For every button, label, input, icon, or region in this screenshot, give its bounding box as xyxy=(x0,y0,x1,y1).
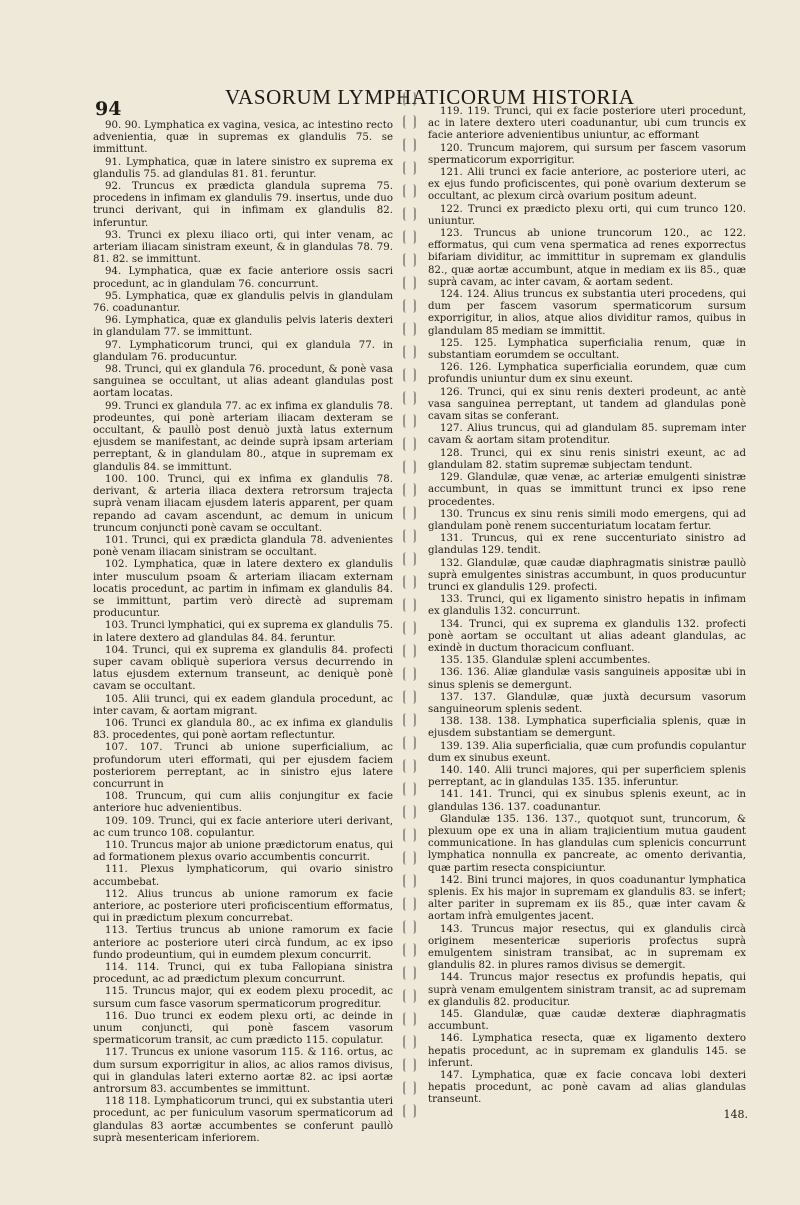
paragraph: 108. Truncum, qui cum aliis conjungitur ex facie anteriore huc advenientibus. xyxy=(93,791,393,815)
paragraph: 136. 136. Aliæ glandulæ vasis sanguineis appositæ ubi in sinus splenis se demergunt. xyxy=(428,667,746,691)
paragraph: 113. Tertius truncus ab unione ramorum ex facie anteriore ac posteriore uteri circà fundum, ac ex ipso fundo prodeuntium, qui in eumdem plexum concurrit. xyxy=(93,925,393,961)
binding-stitch xyxy=(403,483,416,497)
paragraph: 128. Trunci, qui ex sinu renis sinistri exeunt, ac ad glandulam 82. statim supremæ subjectam tendunt. xyxy=(428,447,746,471)
paragraph: 129. Glandulæ, quæ venæ, ac arteriæ emulgenti sinistræ accumbunt, in quas se immittunt trunci ex ipso rene procedentes. xyxy=(428,472,746,508)
binding-stitch xyxy=(403,713,416,727)
binding-stitch xyxy=(403,115,416,129)
paragraph: 127. Alius truncus, qui ad glandulam 85. supremam inter cavam & aortam sitam protenditur. xyxy=(428,423,746,447)
paragraph: 95. Lymphatica, quæ ex glandulis pelvis in glandulam 76. coadunantur. xyxy=(93,290,393,315)
paragraph: 142. Bini trunci majores, in quos coadunantur lymphatica splenis. Ex his major in supremam ex glandulis 83. se infert; alter pariter in supremam ex iis 85., quæ inter cavam & aortam infrà emulgentes jacent. xyxy=(428,874,746,923)
binding-stitch xyxy=(403,874,416,888)
binding-stitch xyxy=(403,759,416,773)
binding-stitch xyxy=(403,1081,416,1095)
binding-stitch xyxy=(403,1104,416,1118)
left-column xyxy=(93,120,393,1145)
paragraph: 139. 139. Alia superficialia, quæ cum profundis copulantur dum ex sinubus exeunt. xyxy=(428,740,746,764)
binding-stitch xyxy=(403,1012,416,1026)
binding-stitch xyxy=(403,552,416,566)
paragraph: 96. Lymphatica, quæ ex glandulis pelvis lateris dexteri in glandulam 77. se immittunt. xyxy=(93,315,393,339)
paragraph: 112. Alius truncus ab unione ramorum ex facie anteriore, ac posteriore uteri proficiscentium efformatus, qui in prædictum plexum concurrebat. xyxy=(93,888,393,925)
paragraph: Glandulæ 135. 136. 137., quotquot sunt, truncorum, & plexuum ope ex una in aliam trajicientium mutua gaudent communicatione. In has glandulas cum splenicis concurrunt lymphatica nonnulla ex pancreate, ac omento derivantia, quæ partim resecta conspiciuntur. xyxy=(428,813,746,874)
paragraph: 97. Lymphaticorum trunci, qui ex glandula 77. in glandulam 76. producuntur. xyxy=(93,339,393,363)
paragraph: 104. Trunci, qui ex suprema ex glandulis 84. profecti super cavam obliquè superiora versus decurrendo in latus ejusdem externum transeunt, ac deniquè ponè cavam se occultant. xyxy=(93,644,393,693)
paragraph: 110. Truncus major ab unione prædictorum enatus, qui ad formationem plexus ovario accumbentis concurrit. xyxy=(93,839,393,864)
binding-stitch xyxy=(403,1035,416,1049)
paragraph: 121. Alii trunci ex facie anteriore, ac posteriore uteri, ac ex ejus fundo proficiscentes, qui ponè ovarium dexterum se occultant, ac plexum circà ovarium positum adeunt. xyxy=(428,167,746,203)
paragraph: 126. Trunci, qui ex sinu renis dexteri prodeunt, ac antè vasa sanguinea perreptant, ut tandem ad glandulas ponè cavam sitas se conferant. xyxy=(428,386,746,423)
page-number: 94 xyxy=(95,98,122,120)
paragraph: 115. Truncus major, qui ex eodem plexu procedit, ac sursum cum fasce vasorum spermaticorum progreditur. xyxy=(93,986,393,1010)
binding-stitch xyxy=(403,598,416,612)
paragraph: 133. Trunci, qui ex ligamento sinistro hepatis in infimam ex glandulis 132. concurrunt. xyxy=(428,594,746,618)
paragraph: 99. Trunci ex glandula 77. ac ex infima ex glandulis 78. prodeuntes, qui ponè arteriam iliacam dexteram se occultant, & paullò post denuò juxtà latus externum ejusdem se manifestant, ac deinde suprà ipsam arteriam perreptant, & in glandulam 80., atque in supremam ex glandulis 84. se immittunt. xyxy=(93,400,393,473)
paragraph: 102. Lymphatica, quæ in latere dextero ex glandulis inter musculum psoam & arteriam iliacam externam locatis procedunt, ac partim in infimam ex glandulis 84. se immittunt, partim verò directè ad supremam producuntur. xyxy=(93,559,393,620)
paragraph: 135. 135. Glandulæ spleni accumbentes. xyxy=(440,655,651,667)
paragraph: 144. Truncus major resectus ex profundis hepatis, qui suprà venam emulgentem sinistram transit, ac ad supremam ex glandulis 82. producitur. xyxy=(428,972,746,1008)
paragraph: 147. Lymphatica, quæ ex facie concava lobi dexteri hepatis procedunt, ac ponè cavam ad alias glandulas transeunt. xyxy=(428,1070,746,1106)
binding-stitch xyxy=(403,345,416,359)
paragraph: 91. Lymphatica, quæ in latere sinistro ex suprema ex glandulis 75. ad glandulas 81. 81. feruntur. xyxy=(93,156,393,180)
paragraph: 111. Plexus lymphaticorum, qui ovario sinistro accumbebat. xyxy=(93,864,393,888)
binding-stitch xyxy=(403,253,416,267)
catchword: 148. xyxy=(723,1108,748,1121)
paragraph: 123. Truncus ab unione truncorum 120., ac 122. efformatus, qui cum vena spermatica ad renes exporrectus bifariam dividitur, ac immittitur in supremam ex glandulis 82., quæ aortæ accumbunt, atque in mediam ex iis 85., quæ suprà cavam, ac inter cavam, & aortam sedent. xyxy=(428,228,746,288)
paragraph: 141. 141. Trunci, qui ex sinubus splenis exeunt, ac in glandulas 136. 137. coadunantur. xyxy=(428,789,746,813)
binding-gutter xyxy=(398,92,420,1127)
binding-stitch xyxy=(403,1058,416,1072)
paragraph: 145. Glandulæ, quæ caudæ dexteræ diaphragmatis accumbunt. xyxy=(428,1009,746,1033)
paragraph: 118 118. Lymphaticorum trunci, qui ex substantia uteri procedunt, ac per funiculum vasorum spermaticorum ad glandulas 83 aortæ accumbentes se conferunt paullò suprà mesentericam inferiorem. xyxy=(93,1096,393,1144)
binding-stitch xyxy=(403,529,416,543)
binding-stitch xyxy=(403,575,416,589)
binding-stitch xyxy=(403,851,416,865)
paragraph: 100. 100. Trunci, qui ex infima ex glandulis 78. derivant, & arteria iliaca dextera retrorsum trajecta suprà venam iliacam ejusdem lateris apparent, per quam repando ad cavam ascendunt, ac demum in unicum truncum conjuncti ponè cavam se occultant. xyxy=(93,473,393,534)
paragraph: 134. Trunci, qui ex suprema ex glandulis 132. profecti ponè aortam se occultant ut alias adeant glandulas, ac exindè in ductum thoracicum confluant. xyxy=(428,618,746,654)
paragraph: 106. Trunci ex glandula 80., ac ex infima ex glandulis 83. procedentes, qui ponè aortam reflectuntur. xyxy=(93,717,393,742)
binding-stitch xyxy=(403,943,416,957)
binding-stitch xyxy=(403,230,416,244)
binding-stitch xyxy=(403,736,416,750)
paragraph: 92. Truncus ex prædicta glandula suprema 75. procedens in infimam ex glandulis 79. insertus, unde duo trunci derivant, qui in infimam ex glandulis 82. inferuntur. xyxy=(93,181,393,229)
binding-stitch xyxy=(403,920,416,934)
binding-stitch xyxy=(403,690,416,704)
binding-stitch xyxy=(403,805,416,819)
paragraph: 132. Glandulæ, quæ caudæ diaphragmatis sinistræ paullò suprà emulgentes sinistras accumbunt, in quos producuntur trunci ex glandulis 129. profecti. xyxy=(428,557,746,593)
paragraph: 140. 140. Alii trunci majores, qui per superficiem splenis perreptant, ac in glandulas 135. 135. inferuntur. xyxy=(428,764,746,789)
paragraph: 131. Truncus, qui ex rene succenturiato sinistro ad glandulas 129. tendit. xyxy=(428,533,746,557)
binding-stitch xyxy=(403,368,416,382)
paragraph: 107. 107. Trunci ab unione superficialium, ac profundorum uteri efformati, qui per ejusdem faciem posteriorem perreptant, ac in sinistro ejus latere concurrunt in xyxy=(93,742,393,790)
paragraph: 105. Alii trunci, qui ex eadem glandula procedunt, ac inter cavam, & aortam migrant. xyxy=(93,693,393,717)
running-title: VASORUM LYMPHATICORUM HISTORIA xyxy=(225,85,635,109)
paragraph: 114. 114. Trunci, qui ex tuba Fallopiana sinistra procedunt, ac ad prædictum plexum concurrunt. xyxy=(93,962,393,986)
paragraph: 116. Duo trunci ex eodem plexu orti, ac deinde in unum conjuncti, qui ponè fascem vasorum spermaticorum transit, ac cum prædicto 115. copulatur. xyxy=(93,1010,393,1047)
binding-stitch xyxy=(403,644,416,658)
paragraph: 138. 138. 138. Lymphatica superficialia splenis, quæ in ejusdem substantiam se demergunt. xyxy=(428,716,746,740)
paragraph: 98. Trunci, qui ex glandula 76. procedunt, & ponè vasa sanguinea se occultant, ut alias adeant glandulas post aortam locatas. xyxy=(93,364,393,400)
paragraph: 124. 124. Alius truncus ex substantia uteri procedens, qui dum per fascem vasorum spermaticorum sursum exporrigitur, in alios, atque alios dividitur ramos, quibus in glandulam 85 mediam se immittit. xyxy=(428,289,746,337)
paragraph: 126. 126. Lymphatica superficialia eorundem, quæ cum profundis uniuntur dum ex sinu exeunt. xyxy=(428,362,746,386)
binding-stitch xyxy=(403,828,416,842)
binding-stitch xyxy=(403,460,416,474)
binding-stitch xyxy=(403,322,416,336)
paragraph: 125. 125. Lymphatica superficialia renum, quæ in substantiam eorumdem se occultant. xyxy=(428,337,746,362)
right-column xyxy=(428,106,746,1107)
binding-stitch xyxy=(403,161,416,175)
paragraph: 137. 137. Glandulæ, quæ juxtà decursum vasorum sanguineorum splenis sedent. xyxy=(428,691,746,715)
binding-stitch xyxy=(403,989,416,1003)
paragraph: 90. 90. Lymphatica ex vagina, vesica, ac intestino recto advenientia, quæ in supremas ex glandulis 75. se immittunt. xyxy=(93,120,393,156)
paragraph: 130. Truncus ex sinu renis simili modo emergens, qui ad glandulam ponè renem succenturiatum locatam fertur. xyxy=(428,508,746,532)
binding-stitch xyxy=(403,414,416,428)
paragraph: 93. Trunci ex plexu iliaco orti, qui inter venam, ac arteriam iliacam sinistram exeunt, & in glandulas 78. 79. 81. 82. se immittunt. xyxy=(93,229,393,266)
paragraph: 94. Lymphatica, quæ ex facie anteriore ossis sacri procedunt, ac in glandulam 76. concurrunt. xyxy=(93,266,393,290)
binding-stitch xyxy=(403,966,416,980)
paragraph: 101. Trunci, qui ex prædicta glandula 78. advenientes ponè venam iliacam sinistram se occultant. xyxy=(93,534,393,559)
binding-stitch xyxy=(403,391,416,405)
binding-stitch xyxy=(403,92,416,106)
paragraph: 103. Trunci lymphatici, qui ex suprema ex glandulis 75. in latere dextero ad glandulas 84. 84. feruntur. xyxy=(93,620,394,644)
binding-stitch xyxy=(403,276,416,290)
binding-stitch xyxy=(403,437,416,451)
binding-stitch xyxy=(403,299,416,313)
binding-stitch xyxy=(403,621,416,635)
paragraph: 122. Trunci ex prædicto plexu orti, qui cum trunco 120. uniuntur. xyxy=(428,203,746,227)
paragraph: 143. Truncus major resectus, qui ex glandulis circà originem mesentericæ superioris profectus suprà emulgentem sinistram transibat, ac in supremam ex glandulis 82. in plures ramos divisus se demergit. xyxy=(428,923,746,972)
paragraph: 119. 119. Trunci, qui ex facie posteriore uteri procedunt, ac in latere dextero uteri coadunantur, ubi cum truncis ex facie anteriore advenientibus uniuntur, ac efformant xyxy=(428,106,746,142)
binding-stitch xyxy=(403,138,416,152)
paragraph: 146. Lymphatica resecta, quæ ex ligamento dextero hepatis procedunt, ac in supremam ex glandulis 145. se inferunt. xyxy=(428,1033,746,1069)
paragraph: 117. Truncus ex unione vasorum 115. & 116. ortus, ac dum sursum exporrigitur in alios, ac alios ramos divisus, qui in glandulas lateri externo aortæ 82. ac ipsi aortæ antrorsum 83. accumbentes se immittunt. xyxy=(93,1047,393,1096)
binding-stitch xyxy=(403,782,416,796)
binding-stitch xyxy=(403,897,416,911)
paragraph: 120. Truncum majorem, qui sursum per fascem vasorum spermaticorum exporrigitur. xyxy=(428,142,746,166)
binding-stitch xyxy=(403,667,416,681)
binding-stitch xyxy=(403,184,416,198)
binding-stitch xyxy=(403,207,416,221)
binding-stitch xyxy=(403,506,416,520)
paragraph: 109. 109. Trunci, qui ex facie anteriore uteri derivant, ac cum trunco 108. copulantur. xyxy=(93,815,393,839)
